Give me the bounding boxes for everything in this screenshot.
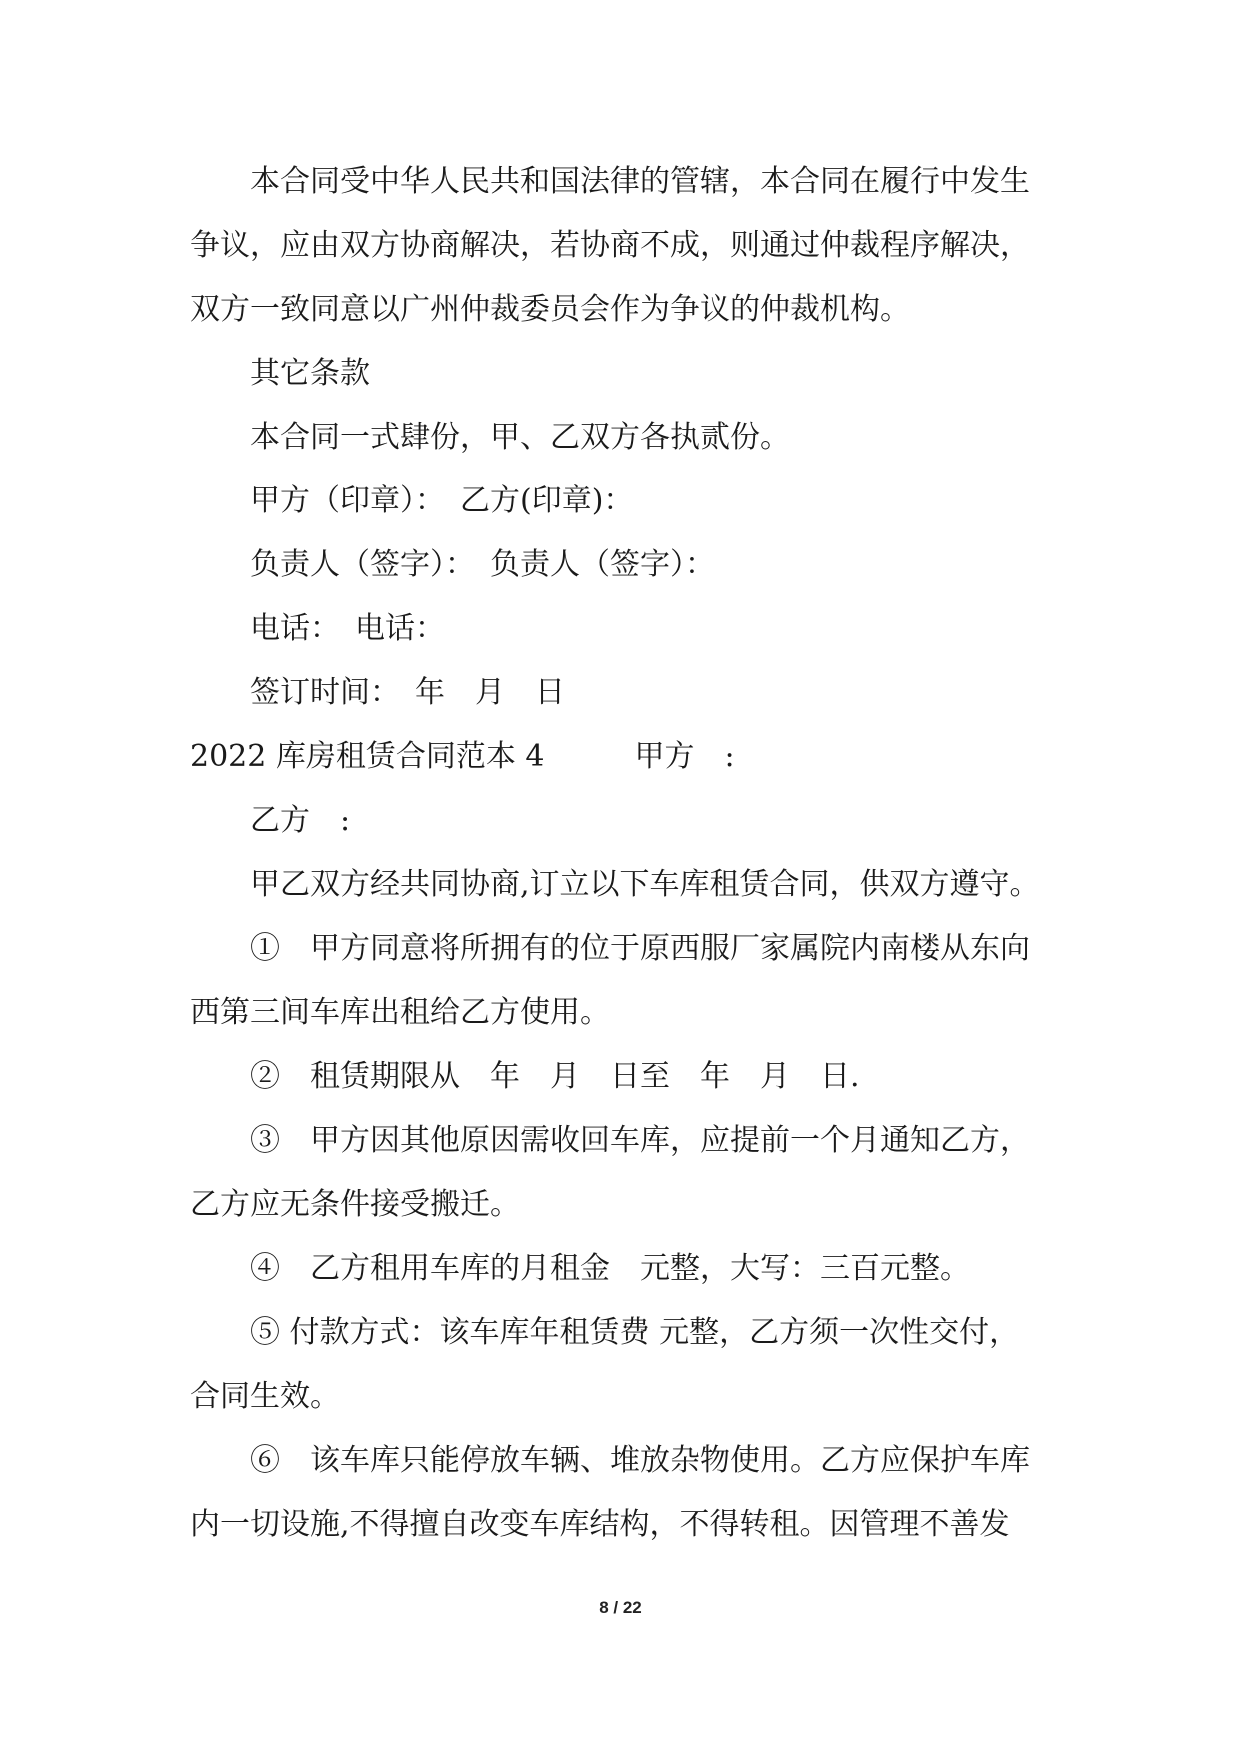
clause-line: 乙方应无条件接受搬迁。 bbox=[190, 1187, 520, 1222]
contract-title-line: 2022 库房租赁合同范本 4 甲方 : bbox=[190, 739, 735, 774]
clause-line: 合同生效。 bbox=[190, 1379, 340, 1414]
paragraph-line: 乙方 : bbox=[250, 803, 351, 838]
page-number: 8 / 22 bbox=[599, 1598, 642, 1617]
clause-line: ⑤ 付款方式：该车库年租赁费 元整，乙方须一次性交付， bbox=[250, 1315, 1020, 1350]
paragraph-line: 本合同一式肆份，甲、乙双方各执贰份。 bbox=[250, 420, 790, 455]
clause-line: ③ 甲方因其他原因需收回车库，应提前一个月通知乙方， bbox=[250, 1123, 1030, 1158]
signature-line: 电话： 电话： bbox=[250, 611, 445, 646]
clause-line: ② 租赁期限从 年 月 日至 年 月 日. bbox=[250, 1059, 860, 1094]
signature-line: 负责人（签字）： 负责人（签字）： bbox=[250, 547, 715, 582]
clause-line: ④ 乙方租用车库的月租金 元整，大写：三百元整。 bbox=[250, 1251, 970, 1286]
clause-line: 西第三间车库出租给乙方使用。 bbox=[190, 995, 610, 1030]
clause-line: 内一切设施,不得擅自改变车库结构，不得转租。因管理不善发 bbox=[190, 1507, 1010, 1542]
paragraph-line: 双方一致同意以广州仲裁委员会作为争议的仲裁机构。 bbox=[190, 292, 910, 327]
signature-line: 甲方（印章）： 乙方(印章)： bbox=[250, 483, 634, 518]
paragraph-line: 本合同受中华人民共和国法律的管辖，本合同在履行中发生 bbox=[250, 164, 1030, 199]
clause-line: ⑥ 该车库只能停放车辆、堆放杂物使用。乙方应保护车库 bbox=[250, 1443, 1030, 1478]
clause-line: ① 甲方同意将所拥有的位于原西服厂家属院内南楼从东向 bbox=[250, 931, 1030, 966]
paragraph-line: 争议，应由双方协商解决，若协商不成，则通过仲裁程序解决， bbox=[190, 228, 1030, 263]
signature-line: 签订时间： 年 月 日 bbox=[250, 675, 565, 710]
section-heading: 其它条款 bbox=[250, 356, 370, 391]
paragraph-line: 甲乙双方经共同协商,订立以下车库租赁合同，供双方遵守。 bbox=[250, 867, 1040, 902]
